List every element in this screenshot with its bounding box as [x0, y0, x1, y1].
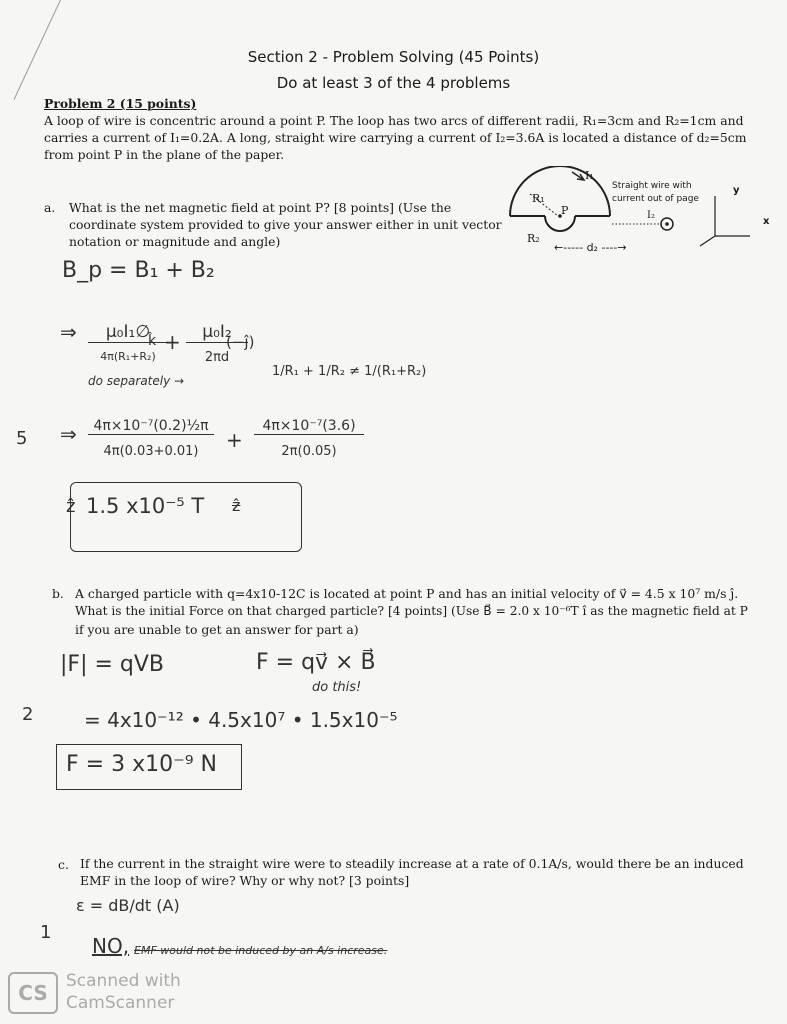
work-b-magnitude: |F| = qVB	[60, 652, 165, 677]
score-c: 1	[40, 922, 52, 943]
work-a-term1-num: μ₀I₁∅	[88, 322, 168, 343]
problem-statement-line-1: A loop of wire is concentric around a point P. The loop has two arcs of different radii, R₁=3cm and R₂=1cm and	[44, 113, 744, 128]
inner-arc	[545, 216, 575, 231]
part-b-label: b.	[52, 586, 64, 601]
label-i2: I₂	[647, 210, 655, 221]
score-b: 2	[22, 704, 34, 725]
problem-statement-line-2: carries a current of I₁=0.2A. A long, straight wire carrying a current of I₂=3.6A is located a distance of d₂=5cm	[44, 130, 747, 145]
axis-x-label: x	[763, 216, 770, 227]
label-d2: ←----- d₂ ----→	[554, 241, 627, 254]
work-a-arrow-2: ⇒	[60, 422, 77, 446]
label-i1: I₁	[585, 169, 594, 182]
work-a-plus-1: +	[164, 330, 181, 354]
part-a-question-2: coordinate system provided to give your answer either in unit vector	[69, 217, 502, 232]
work-a-note: do separately →	[88, 374, 185, 388]
answer-a-prefix: ẑ	[66, 496, 76, 517]
work-b-line-2: = 4x10⁻¹² • 4.5x10⁷ • 1.5x10⁻⁵	[84, 708, 398, 732]
work-c-struck-text: EMF would not be induced by an A/s increase.	[134, 944, 388, 957]
label-p: P	[561, 204, 569, 217]
part-c-label: c.	[58, 857, 69, 872]
label-r2: R₂	[527, 232, 540, 245]
work-a-term2-den: 2πd	[204, 350, 230, 365]
label-r1: R₁	[532, 192, 545, 205]
answer-a-struck: ẑ	[232, 496, 241, 515]
work-c-emf: ε = dB/dt (A)	[76, 896, 180, 915]
part-b-question-2: What is the initial Force on that charged particle? [4 points] (Use B⃗ = 2.0 x 10⁻⁶T î as the magnetic field at P	[75, 604, 748, 618]
score-a: 5	[16, 428, 28, 449]
part-c-question-2: EMF in the loop of wire? Why or why not? [3 points]	[80, 873, 410, 888]
work-a-num-1: 4π×10⁻⁷(0.2)½π	[88, 418, 214, 435]
work-a-den-2: 2π(0.05)	[281, 444, 337, 459]
axis-y-label: y	[733, 185, 740, 196]
answer-b-value: F = 3 x10⁻⁹ N	[66, 752, 217, 777]
work-a-plus-2: +	[226, 428, 243, 452]
work-a-line-1: B_p = B₁ + B₂	[62, 258, 215, 283]
problem-heading: Problem 2 (15 points)	[44, 96, 197, 111]
part-b-question-1: A charged particle with q=4x10-12C is located at point P and has an initial velocity of v⃗ = 4.5 x 10⁷ m/s ĵ.	[75, 586, 739, 601]
problem-statement-line-3: from point P in the plane of the paper.	[44, 147, 285, 162]
work-a-arrow-1: ⇒	[60, 320, 77, 344]
outer-arc	[510, 166, 610, 216]
part-b-question-3: if you are unable to get an answer for part a)	[75, 622, 359, 637]
wire-note: Straight wire with current out of page	[612, 181, 699, 204]
camscanner-text: Scanned with CamScanner	[66, 971, 181, 1013]
part-a-question-3: notation or magnitude and angle)	[69, 234, 281, 249]
work-a-term2-suffix: (−ĵ)	[226, 333, 255, 351]
part-c-question-1: If the current in the straight wire were to steadily increase at a rate of 0.1A/s, would there be an induced	[80, 856, 744, 871]
part-a-label: a.	[44, 200, 56, 215]
section-subtitle: Do at least 3 of the 4 problems	[276, 74, 511, 92]
work-b-cross: F = qv⃗ × B⃗	[256, 650, 376, 675]
work-a-den-1: 4π(0.03+0.01)	[103, 444, 199, 459]
section-title: Section 2 - Problem Solving (45 Points)	[247, 48, 540, 66]
work-a-term2-num: μ₀I₂	[186, 322, 248, 343]
work-a-k-hat: k̂	[148, 333, 157, 349]
part-a-question-1: What is the net magnetic field at point P? [8 points] (Use the	[69, 200, 452, 215]
camscanner-logo: CS	[8, 972, 58, 1014]
work-b-note: do this!	[312, 680, 362, 695]
z-axis	[700, 236, 715, 246]
work-a-term1-den: 4π(R₁+R₂)	[100, 350, 156, 363]
work-c-answer-no: NO,	[92, 934, 130, 958]
work-a-num-2: 4π×10⁻⁷(3.6)	[254, 418, 364, 435]
work-a-inequality: 1/R₁ + 1/R₂ ≠ 1/(R₁+R₂)	[272, 364, 427, 379]
answer-a-value: 1.5 x10⁻⁵ T	[86, 494, 205, 518]
